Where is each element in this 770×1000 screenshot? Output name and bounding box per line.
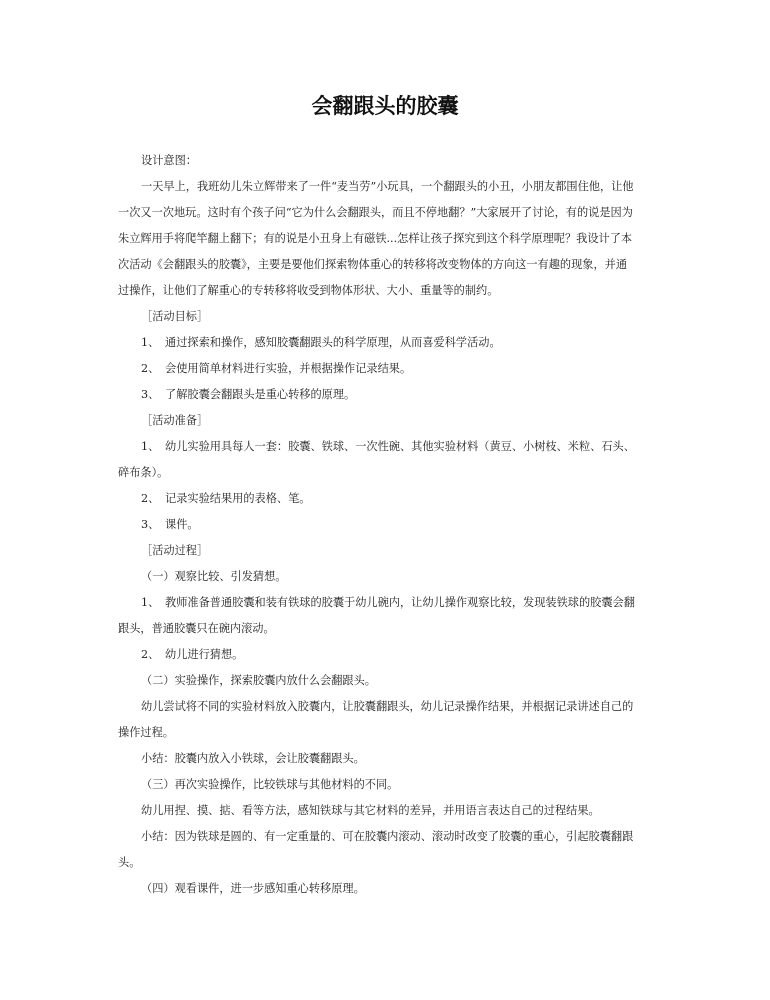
intro-line-2: 一次又一次地玩。这时有个孩子问“它为什么会翻跟头，而且不停地翻？”大家展开了讨论，有的说是因为 — [118, 206, 633, 219]
prep-item-1 — [141, 440, 635, 454]
intro-line-5: 过操作，让他们了解重心的专转移将收受到物体形状、大小、重量等的制约。 — [118, 284, 499, 297]
intro-line-1: 一天早上，我班幼儿朱立辉带来了一件“麦当劳”小玩具，一个翻跟头的小丑，小朋友都围住他，让他 — [141, 180, 634, 193]
step-1-item-2 — [141, 648, 243, 662]
step-text: 幼儿进行猜想。 — [165, 648, 244, 661]
prep-number: 3、 — [141, 518, 160, 531]
goal-number: 2、 — [141, 362, 160, 375]
goal-item-1 — [141, 336, 501, 350]
intro-line-3: 朱立辉用手将爬竿翻上翻下；有的说是小丑身上有磁铁...怎样让孩子探究到这个科学原理呢？我设计了本 — [118, 232, 633, 245]
step-4-heading: （四）观看课件，进一步感知重心转移原理。 — [141, 882, 365, 895]
intro-line-4: 次活动《会翻跟头的胶囊》，主要是要他们探索物体重心的转移将改变物体的方向这一有趣的现象，并通 — [118, 258, 628, 271]
goal-number: 1、 — [141, 336, 160, 349]
step-1-item-1-cont: 跟头，普通胶囊只在碗内滚动。 — [118, 622, 275, 635]
document-title: 会翻跟头的胶囊 — [311, 94, 459, 118]
step-2-text: 幼儿尝试将不同的实验材料放入胶囊内，让胶囊翻跟头，幼儿记录操作结果，并根据记录讲述自己的 — [141, 700, 634, 713]
goal-text: 通过探索和操作，感知胶囊翻跟头的科学原理，从而喜爱科学活动。 — [165, 336, 501, 349]
process-heading: ［活动过程］ — [141, 544, 209, 557]
goal-item-3 — [141, 388, 355, 402]
summary-1: 小结：胶囊内放入小铁球，会让胶囊翻跟头。 — [141, 752, 365, 765]
prep-item-1-cont: 碎布条）。 — [118, 466, 169, 479]
prep-text: 课件。 — [165, 518, 199, 531]
goal-number: 3、 — [141, 388, 160, 401]
design-heading: 设计意图： — [141, 154, 197, 167]
step-1-item-1 — [141, 596, 635, 610]
step-3-text: 幼儿用捏、摸、掂、看等方法，感知铁球与其它材料的差异，并用语言表达自己的过程结果。 — [141, 804, 600, 817]
step-number: 2、 — [141, 648, 160, 661]
step-3-heading: （三）再次实验操作，比较铁球与其他材料的不同。 — [141, 778, 399, 791]
step-text: 教师准备普通胶囊和装有铁球的胶囊于幼儿碗内，让幼儿操作观察比较，发现装铁球的胶囊会翻 — [165, 596, 635, 609]
summary-2: 小结：因为铁球是圆的、有一定重量的、可在胶囊内滚动、滚动时改变了胶囊的重心，引起胶囊翻跟 — [141, 830, 634, 843]
prep-item-3 — [141, 518, 199, 532]
goal-item-2 — [141, 362, 411, 376]
summary-2-cont: 头。 — [118, 856, 141, 869]
step-2-text-cont: 操作过程。 — [118, 726, 174, 739]
prep-item-2 — [141, 492, 310, 506]
prep-text: 记录实验结果用的表格、笔。 — [165, 492, 311, 505]
prep-number: 2、 — [141, 492, 160, 505]
step-number: 1、 — [141, 596, 160, 609]
goal-text: 会使用简单材料进行实验，并根据操作记录结果。 — [165, 362, 412, 375]
prep-heading: ［活动准备］ — [141, 414, 209, 427]
goal-text: 了解胶囊会翻跟头是重心转移的原理。 — [165, 388, 356, 401]
step-2-heading: （二）实验操作，探索胶囊内放什么会翻跟头。 — [141, 674, 376, 687]
prep-text: 幼儿实验用具每人一套：胶囊、铁球、一次性碗、其他实验材料（黄豆、小树枝、米粒、石头、 — [165, 440, 635, 453]
prep-number: 1、 — [141, 440, 160, 453]
step-1-heading: （一）观察比较、引发猜想。 — [141, 570, 287, 583]
goals-heading: ［活动目标］ — [141, 310, 209, 323]
